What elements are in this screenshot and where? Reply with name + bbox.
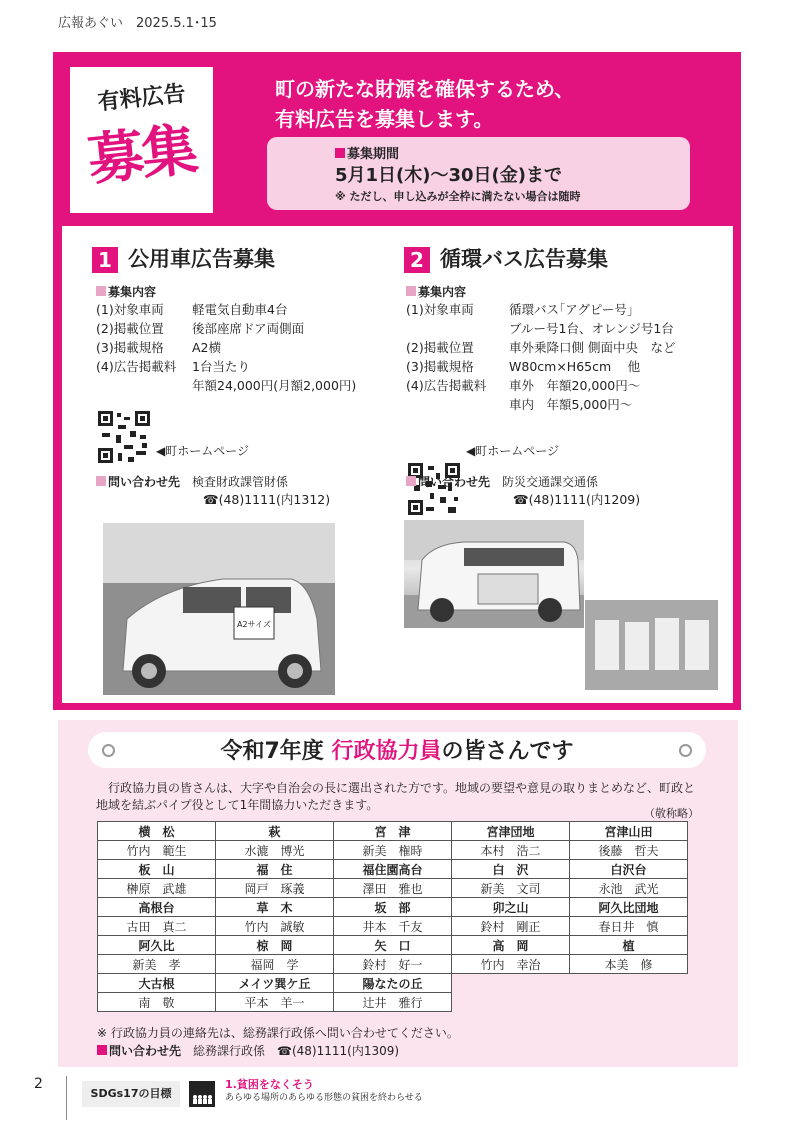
col1-contact-tel: ☎(48)1111(内1312) [203, 492, 331, 507]
col1-car-photo [103, 523, 335, 695]
empty-cell [452, 974, 570, 993]
col2-contact-tel: ☎(48)1111(内1209) [513, 492, 641, 507]
area-cell: 白 沢 [452, 860, 570, 879]
sdg1-title: 1.貧困をなくそう [225, 1078, 314, 1091]
name-cell: 辻井 雅行 [334, 993, 452, 1012]
name-cell: 本村 浩二 [452, 841, 570, 860]
name-cell: 平本 羊一 [216, 993, 334, 1012]
table-row [98, 936, 688, 955]
area-cell: 陽なたの丘 [334, 974, 452, 993]
area-cell: 矢 口 [334, 936, 452, 955]
area-cell: 植 [570, 936, 688, 955]
ad-title-box [70, 67, 213, 213]
col1-homepage-link[interactable]: ◀町ホームページ [156, 444, 249, 458]
empty-cell [570, 974, 688, 993]
period-label: 募集期間 [335, 143, 399, 162]
table-row [98, 879, 688, 898]
name-cell: 水漉 博光 [216, 841, 334, 860]
area-cell: 椋 岡 [216, 936, 334, 955]
sdgs-label: SDGs17の目標 [82, 1081, 180, 1107]
area-cell: 卯之山 [452, 898, 570, 917]
name-cell: 澤田 雅也 [334, 879, 452, 898]
area-cell: 高 岡 [452, 936, 570, 955]
honorific-note: （敬称略） [644, 807, 699, 820]
period-dates: 5月1日(木)～30日(金)まで [335, 165, 563, 186]
table-row [98, 974, 688, 993]
table-row [98, 917, 688, 936]
area-cell: 横 松 [98, 822, 216, 841]
col2-subheading: 募集内容 [406, 283, 466, 300]
name-cell: 鈴村 剛正 [452, 917, 570, 936]
volunteer-title: 令和7年度 行政協力員の皆さんです [220, 739, 574, 764]
name-cell: 古田 真二 [98, 917, 216, 936]
table-row [98, 841, 688, 860]
empty-cell [570, 993, 688, 1012]
col1-contact: 問い合わせ先 検査財政課管財係 [96, 473, 288, 490]
name-cell: 新美 文司 [452, 879, 570, 898]
col2-number-badge: 2 [404, 247, 430, 273]
period-note: ※ ただし、申し込みが全枠に満たない場合は随時 [335, 190, 581, 203]
area-cell: 坂 部 [334, 898, 452, 917]
volunteer-table [97, 821, 688, 1012]
table-row [98, 860, 688, 879]
name-cell: 岡戸 琢義 [216, 879, 334, 898]
ad-headline-line1: 町の新たな財源を確保するため、 [275, 77, 575, 101]
name-cell: 後藤 哲夫 [570, 841, 688, 860]
area-cell: 宮津団地 [452, 822, 570, 841]
name-cell: 竹内 範生 [98, 841, 216, 860]
area-cell: 宮津山田 [570, 822, 688, 841]
area-cell: 大古根 [98, 974, 216, 993]
period-box [267, 137, 690, 210]
table-row [98, 993, 688, 1012]
name-cell: 榊原 武雄 [98, 879, 216, 898]
empty-cell [452, 993, 570, 1012]
ad-title-big: 募集 [84, 117, 200, 194]
area-cell: 白沢台 [570, 860, 688, 879]
area-cell: 板 山 [98, 860, 216, 879]
name-cell: 本美 修 [570, 955, 688, 974]
ad-headline [275, 74, 715, 134]
volunteer-banner [88, 732, 706, 768]
ad-headline-line2: 有料広告を募集します。 [275, 107, 494, 131]
col1-heading: 1 公用車広告募集 [92, 243, 275, 273]
col2-homepage-link[interactable]: ◀町ホームページ [466, 444, 559, 458]
area-cell: 福 住 [216, 860, 334, 879]
name-cell: 井本 千友 [334, 917, 452, 936]
name-cell: 永池 武光 [570, 879, 688, 898]
area-cell: 宮 津 [334, 822, 452, 841]
area-cell: 高根台 [98, 898, 216, 917]
volunteer-contact: 問い合わせ先 総務課行政係 ☎(48)1111(内1309) [97, 1042, 399, 1059]
name-cell: 鈴村 好一 [334, 955, 452, 974]
col1-qr-code[interactable] [98, 411, 150, 463]
col2-details: (1)対象車両 循環バス｢アグピー号｣ ブルー号1台、オレンジ号1台 (2)掲載位置 車外乗降口側 側面中央 など (3)掲載規格 W80cm×H65cm 他 (4)広告掲載料 車外 年額20,000円～ 車内 年額5,000円～ [406, 302, 676, 412]
volunteer-description: 行政協力員の皆さんは、大字や自治会の長に選出された方です。地域の要望や意見の取りまとめなど、町政と地域を結ぶパイプ役として1年間協力いただきます。 [96, 781, 696, 812]
volunteer-note: ※ 行政協力員の連絡先は、総務課行政係へ問い合わせてください。 [97, 1026, 459, 1040]
col2-bus-photo [404, 520, 584, 628]
col1-number-badge: 1 [92, 247, 118, 273]
footer-divider [66, 1076, 67, 1120]
area-cell: 草 木 [216, 898, 334, 917]
page-number: 2 [34, 1076, 43, 1092]
area-cell: 阿久比団地 [570, 898, 688, 917]
col2-bus-interior-photo [585, 600, 718, 690]
col1-details: (1)対象車両 軽電気自動車4台 (2)掲載位置 後部座席ドア両側面 (3)掲載規格 A2横 (4)広告掲載料 1台当たり 年額24,000円(月額2,000円) [96, 302, 357, 393]
area-cell: 福住園高台 [334, 860, 452, 879]
name-cell: 新美 孝 [98, 955, 216, 974]
name-cell: 福岡 学 [216, 955, 334, 974]
name-cell: 竹内 誠敏 [216, 917, 334, 936]
col1-subheading: 募集内容 [96, 283, 156, 300]
table-row [98, 955, 688, 974]
col2-heading: 2 循環バス広告募集 [404, 243, 608, 273]
name-cell: 新美 権時 [334, 841, 452, 860]
area-cell: 阿久比 [98, 936, 216, 955]
sdg1-icon [189, 1081, 215, 1107]
table-row [98, 822, 688, 841]
sdg1-description: あらゆる場所のあらゆる形態の貧困を終わらせる [225, 1093, 423, 1103]
header-text: 広報あぐい 2025.5.1･15 [58, 16, 217, 31]
name-cell: 竹内 幸治 [452, 955, 570, 974]
name-cell: 春日井 慎 [570, 917, 688, 936]
col2-contact: 問い合わせ先 防災交通課交通係 [406, 473, 598, 490]
svg-text:A2サイズ: A2サイズ [237, 620, 271, 629]
area-cell: 萩 [216, 822, 334, 841]
area-cell: メイツ巽ケ丘 [216, 974, 334, 993]
table-row [98, 898, 688, 917]
ad-title-small: 有料広告 [96, 81, 187, 116]
name-cell: 南 敬 [98, 993, 216, 1012]
